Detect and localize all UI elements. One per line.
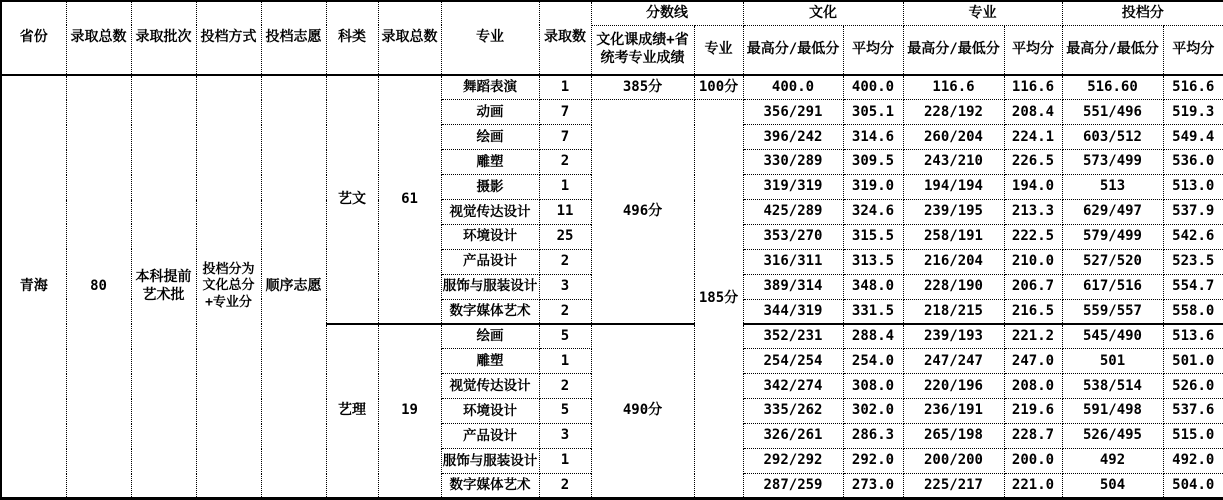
filing-avg-cell: 537.9: [1163, 200, 1223, 225]
filing-avg-cell: 513.6: [1163, 324, 1223, 349]
filing-maxmin-cell: 504: [1062, 474, 1163, 499]
major-avg-cell: 219.6: [1004, 399, 1062, 424]
count-cell: 7: [539, 125, 591, 150]
count-cell: 1: [539, 175, 591, 200]
culture-avg-cell: 254.0: [843, 349, 903, 374]
major-maxmin-cell: 265/198: [903, 424, 1004, 449]
count-cell: 2: [539, 374, 591, 399]
filing-maxmin-cell: 617/516: [1062, 274, 1163, 299]
major-avg-cell: 116.6: [1004, 75, 1062, 100]
major-maxmin-cell: 220/196: [903, 374, 1004, 399]
header-culture-group: 文化: [743, 1, 903, 25]
header-culture-max-min: 最高分/最低分: [743, 25, 843, 75]
major-cell: 环境设计: [441, 224, 539, 249]
province-cell: 青海: [1, 75, 66, 499]
major-maxmin-cell: 225/217: [903, 474, 1004, 499]
major-maxmin-cell: 236/191: [903, 399, 1004, 424]
table-header: [1, 1, 1223, 75]
major-avg-cell: 228.7: [1004, 424, 1062, 449]
major-cell: 环境设计: [441, 399, 539, 424]
culture-maxmin-cell: 342/274: [743, 374, 843, 399]
count-cell: 5: [539, 324, 591, 349]
header-major-avg: 平均分: [1004, 25, 1062, 75]
filing-maxmin-cell: 551/496: [1062, 100, 1163, 125]
culture-maxmin-cell: 356/291: [743, 100, 843, 125]
major-avg-cell: 221.2: [1004, 324, 1062, 349]
culture-maxmin-cell: 316/311: [743, 249, 843, 274]
major-maxmin-cell: 243/210: [903, 150, 1004, 175]
major-maxmin-cell: 239/195: [903, 200, 1004, 225]
major-cell: 数字媒体艺术: [441, 299, 539, 324]
culture-avg-cell: 314.6: [843, 125, 903, 150]
category-yiwen-cell: 艺文: [326, 75, 378, 324]
filing-maxmin-cell: 501: [1062, 349, 1163, 374]
culture-maxmin-cell: 389/314: [743, 274, 843, 299]
major-maxmin-cell: 258/191: [903, 224, 1004, 249]
header-major-max-min: 最高分/最低分: [903, 25, 1004, 75]
major-cell: 舞蹈表演: [441, 75, 539, 100]
culture-line-yili-cell: 490分: [591, 324, 694, 498]
count-cell: 7: [539, 100, 591, 125]
filing-maxmin-cell: 545/490: [1062, 324, 1163, 349]
major-cell: 视觉传达设计: [441, 200, 539, 225]
major-cell: 产品设计: [441, 424, 539, 449]
header-admit-total: 录取总数: [66, 1, 131, 75]
filing-maxmin-cell: 527/520: [1062, 249, 1163, 274]
count-cell: 2: [539, 299, 591, 324]
major-avg-cell: 208.4: [1004, 100, 1062, 125]
major-avg-cell: 208.0: [1004, 374, 1062, 399]
major-avg-cell: 216.5: [1004, 299, 1062, 324]
filing-avg-cell: 558.0: [1163, 299, 1223, 324]
major-maxmin-cell: 247/247: [903, 349, 1004, 374]
filing-avg-cell: 549.4: [1163, 125, 1223, 150]
culture-avg-cell: 288.4: [843, 324, 903, 349]
major-line-cell: 100分: [694, 75, 743, 100]
culture-avg-cell: 305.1: [843, 100, 903, 125]
filing-avg-cell: 513.0: [1163, 175, 1223, 200]
header-filing-method: 投档方式: [196, 1, 261, 75]
count-cell: 1: [539, 75, 591, 100]
culture-line-yiwen-cell: 496分: [591, 100, 694, 324]
major-avg-cell: 213.3: [1004, 200, 1062, 225]
admit-total-cell: 80: [66, 75, 131, 499]
major-cell: 服饰与服装设计: [441, 274, 539, 299]
filing-avg-cell: 542.6: [1163, 224, 1223, 249]
filing-maxmin-cell: 579/499: [1062, 224, 1163, 249]
header-major: 专业: [441, 1, 539, 75]
filing-maxmin-cell: 538/514: [1062, 374, 1163, 399]
culture-avg-cell: 313.5: [843, 249, 903, 274]
count-cell: 1: [539, 349, 591, 374]
major-avg-cell: 206.7: [1004, 274, 1062, 299]
category-yiwen-total-cell: 61: [378, 75, 441, 324]
filing-method-cell: 投档分为文化总分+专业分: [196, 75, 261, 499]
count-cell: 3: [539, 274, 591, 299]
header-filing-avg: 平均分: [1163, 25, 1223, 75]
culture-maxmin-cell: 326/261: [743, 424, 843, 449]
filing-maxmin-cell: 516.60: [1062, 75, 1163, 100]
major-cell: 雕塑: [441, 150, 539, 175]
culture-avg-cell: 309.5: [843, 150, 903, 175]
table-row: [1, 75, 1223, 100]
header-subject-category: 科类: [326, 1, 378, 75]
major-cell: 数字媒体艺术: [441, 474, 539, 499]
filing-maxmin-cell: 603/512: [1062, 125, 1163, 150]
filing-maxmin-cell: 526/495: [1062, 424, 1163, 449]
header-admit-count: 录取数: [539, 1, 591, 75]
culture-maxmin-cell: 319/319: [743, 175, 843, 200]
header-filing-max-min: 最高分/最低分: [1062, 25, 1163, 75]
major-avg-cell: 221.0: [1004, 474, 1062, 499]
culture-avg-cell: 331.5: [843, 299, 903, 324]
major-avg-cell: 194.0: [1004, 175, 1062, 200]
count-cell: 11: [539, 200, 591, 225]
major-avg-cell: 247.0: [1004, 349, 1062, 374]
major-maxmin-cell: 228/192: [903, 100, 1004, 125]
header-batch: 录取批次: [131, 1, 196, 75]
major-cell: 动画: [441, 100, 539, 125]
major-maxmin-cell: 239/193: [903, 324, 1004, 349]
culture-maxmin-cell: 330/289: [743, 150, 843, 175]
culture-maxmin-cell: 400.0: [743, 75, 843, 100]
header-score-line-culture: 文化课成绩+省统考专业成绩: [591, 25, 694, 75]
major-line-cell: 185分: [694, 100, 743, 499]
filing-avg-cell: 515.0: [1163, 424, 1223, 449]
filing-avg-cell: 526.0: [1163, 374, 1223, 399]
culture-avg-cell: 324.6: [843, 200, 903, 225]
filing-maxmin-cell: 591/498: [1062, 399, 1163, 424]
major-cell: 服饰与服装设计: [441, 449, 539, 474]
header-major-group: 专业: [903, 1, 1062, 25]
filing-avg-cell: 554.7: [1163, 274, 1223, 299]
major-maxmin-cell: 260/204: [903, 125, 1004, 150]
major-avg-cell: 200.0: [1004, 449, 1062, 474]
header-filing-score-group: 投档分: [1062, 1, 1223, 25]
filing-avg-cell: 516.6: [1163, 75, 1223, 100]
major-maxmin-cell: 216/204: [903, 249, 1004, 274]
filing-maxmin-cell: 559/557: [1062, 299, 1163, 324]
culture-avg-cell: 400.0: [843, 75, 903, 100]
culture-maxmin-cell: 425/289: [743, 200, 843, 225]
filing-avg-cell: 492.0: [1163, 449, 1223, 474]
filing-avg-cell: 501.0: [1163, 349, 1223, 374]
count-cell: 2: [539, 150, 591, 175]
culture-line-cell: 385分: [591, 75, 694, 100]
major-cell: 产品设计: [441, 249, 539, 274]
culture-maxmin-cell: 292/292: [743, 449, 843, 474]
culture-avg-cell: 315.5: [843, 224, 903, 249]
count-cell: 5: [539, 399, 591, 424]
count-cell: 1: [539, 449, 591, 474]
major-avg-cell: 210.0: [1004, 249, 1062, 274]
header-row-groups: [1, 1, 1223, 25]
culture-maxmin-cell: 287/259: [743, 474, 843, 499]
table-body: [1, 75, 1223, 499]
major-maxmin-cell: 228/190: [903, 274, 1004, 299]
batch-cell: 本科提前艺术批: [131, 75, 196, 499]
header-score-line-major: 专业: [694, 25, 743, 75]
header-province: 省份: [1, 1, 66, 75]
culture-maxmin-cell: 352/231: [743, 324, 843, 349]
filing-maxmin-cell: 492: [1062, 449, 1163, 474]
culture-avg-cell: 348.0: [843, 274, 903, 299]
major-cell: 绘画: [441, 125, 539, 150]
filing-maxmin-cell: 513: [1062, 175, 1163, 200]
culture-avg-cell: 302.0: [843, 399, 903, 424]
major-maxmin-cell: 116.6: [903, 75, 1004, 100]
category-yili-cell: 艺理: [326, 324, 378, 498]
major-avg-cell: 224.1: [1004, 125, 1062, 150]
major-avg-cell: 222.5: [1004, 224, 1062, 249]
culture-maxmin-cell: 396/242: [743, 125, 843, 150]
major-cell: 视觉传达设计: [441, 374, 539, 399]
count-cell: 2: [539, 249, 591, 274]
major-cell: 雕塑: [441, 349, 539, 374]
major-maxmin-cell: 218/215: [903, 299, 1004, 324]
major-avg-cell: 226.5: [1004, 150, 1062, 175]
major-cell: 绘画: [441, 324, 539, 349]
filing-maxmin-cell: 573/499: [1062, 150, 1163, 175]
header-culture-avg: 平均分: [843, 25, 903, 75]
culture-maxmin-cell: 353/270: [743, 224, 843, 249]
filing-maxmin-cell: 629/497: [1062, 200, 1163, 225]
culture-avg-cell: 308.0: [843, 374, 903, 399]
filing-avg-cell: 519.3: [1163, 100, 1223, 125]
culture-avg-cell: 273.0: [843, 474, 903, 499]
count-cell: 2: [539, 474, 591, 499]
culture-maxmin-cell: 335/262: [743, 399, 843, 424]
culture-avg-cell: 319.0: [843, 175, 903, 200]
header-category-admit-total: 录取总数: [378, 1, 441, 75]
filing-avg-cell: 537.6: [1163, 399, 1223, 424]
count-cell: 3: [539, 424, 591, 449]
major-maxmin-cell: 200/200: [903, 449, 1004, 474]
culture-maxmin-cell: 344/319: [743, 299, 843, 324]
major-maxmin-cell: 194/194: [903, 175, 1004, 200]
culture-avg-cell: 292.0: [843, 449, 903, 474]
filing-avg-cell: 523.5: [1163, 249, 1223, 274]
culture-avg-cell: 286.3: [843, 424, 903, 449]
culture-maxmin-cell: 254/254: [743, 349, 843, 374]
header-filing-preference: 投档志愿: [261, 1, 326, 75]
filing-avg-cell: 536.0: [1163, 150, 1223, 175]
major-cell: 摄影: [441, 175, 539, 200]
header-score-line-group: 分数线: [591, 1, 743, 25]
category-yili-total-cell: 19: [378, 324, 441, 498]
filing-avg-cell: 504.0: [1163, 474, 1223, 499]
count-cell: 25: [539, 224, 591, 249]
filing-preference-cell: 顺序志愿: [261, 75, 326, 499]
